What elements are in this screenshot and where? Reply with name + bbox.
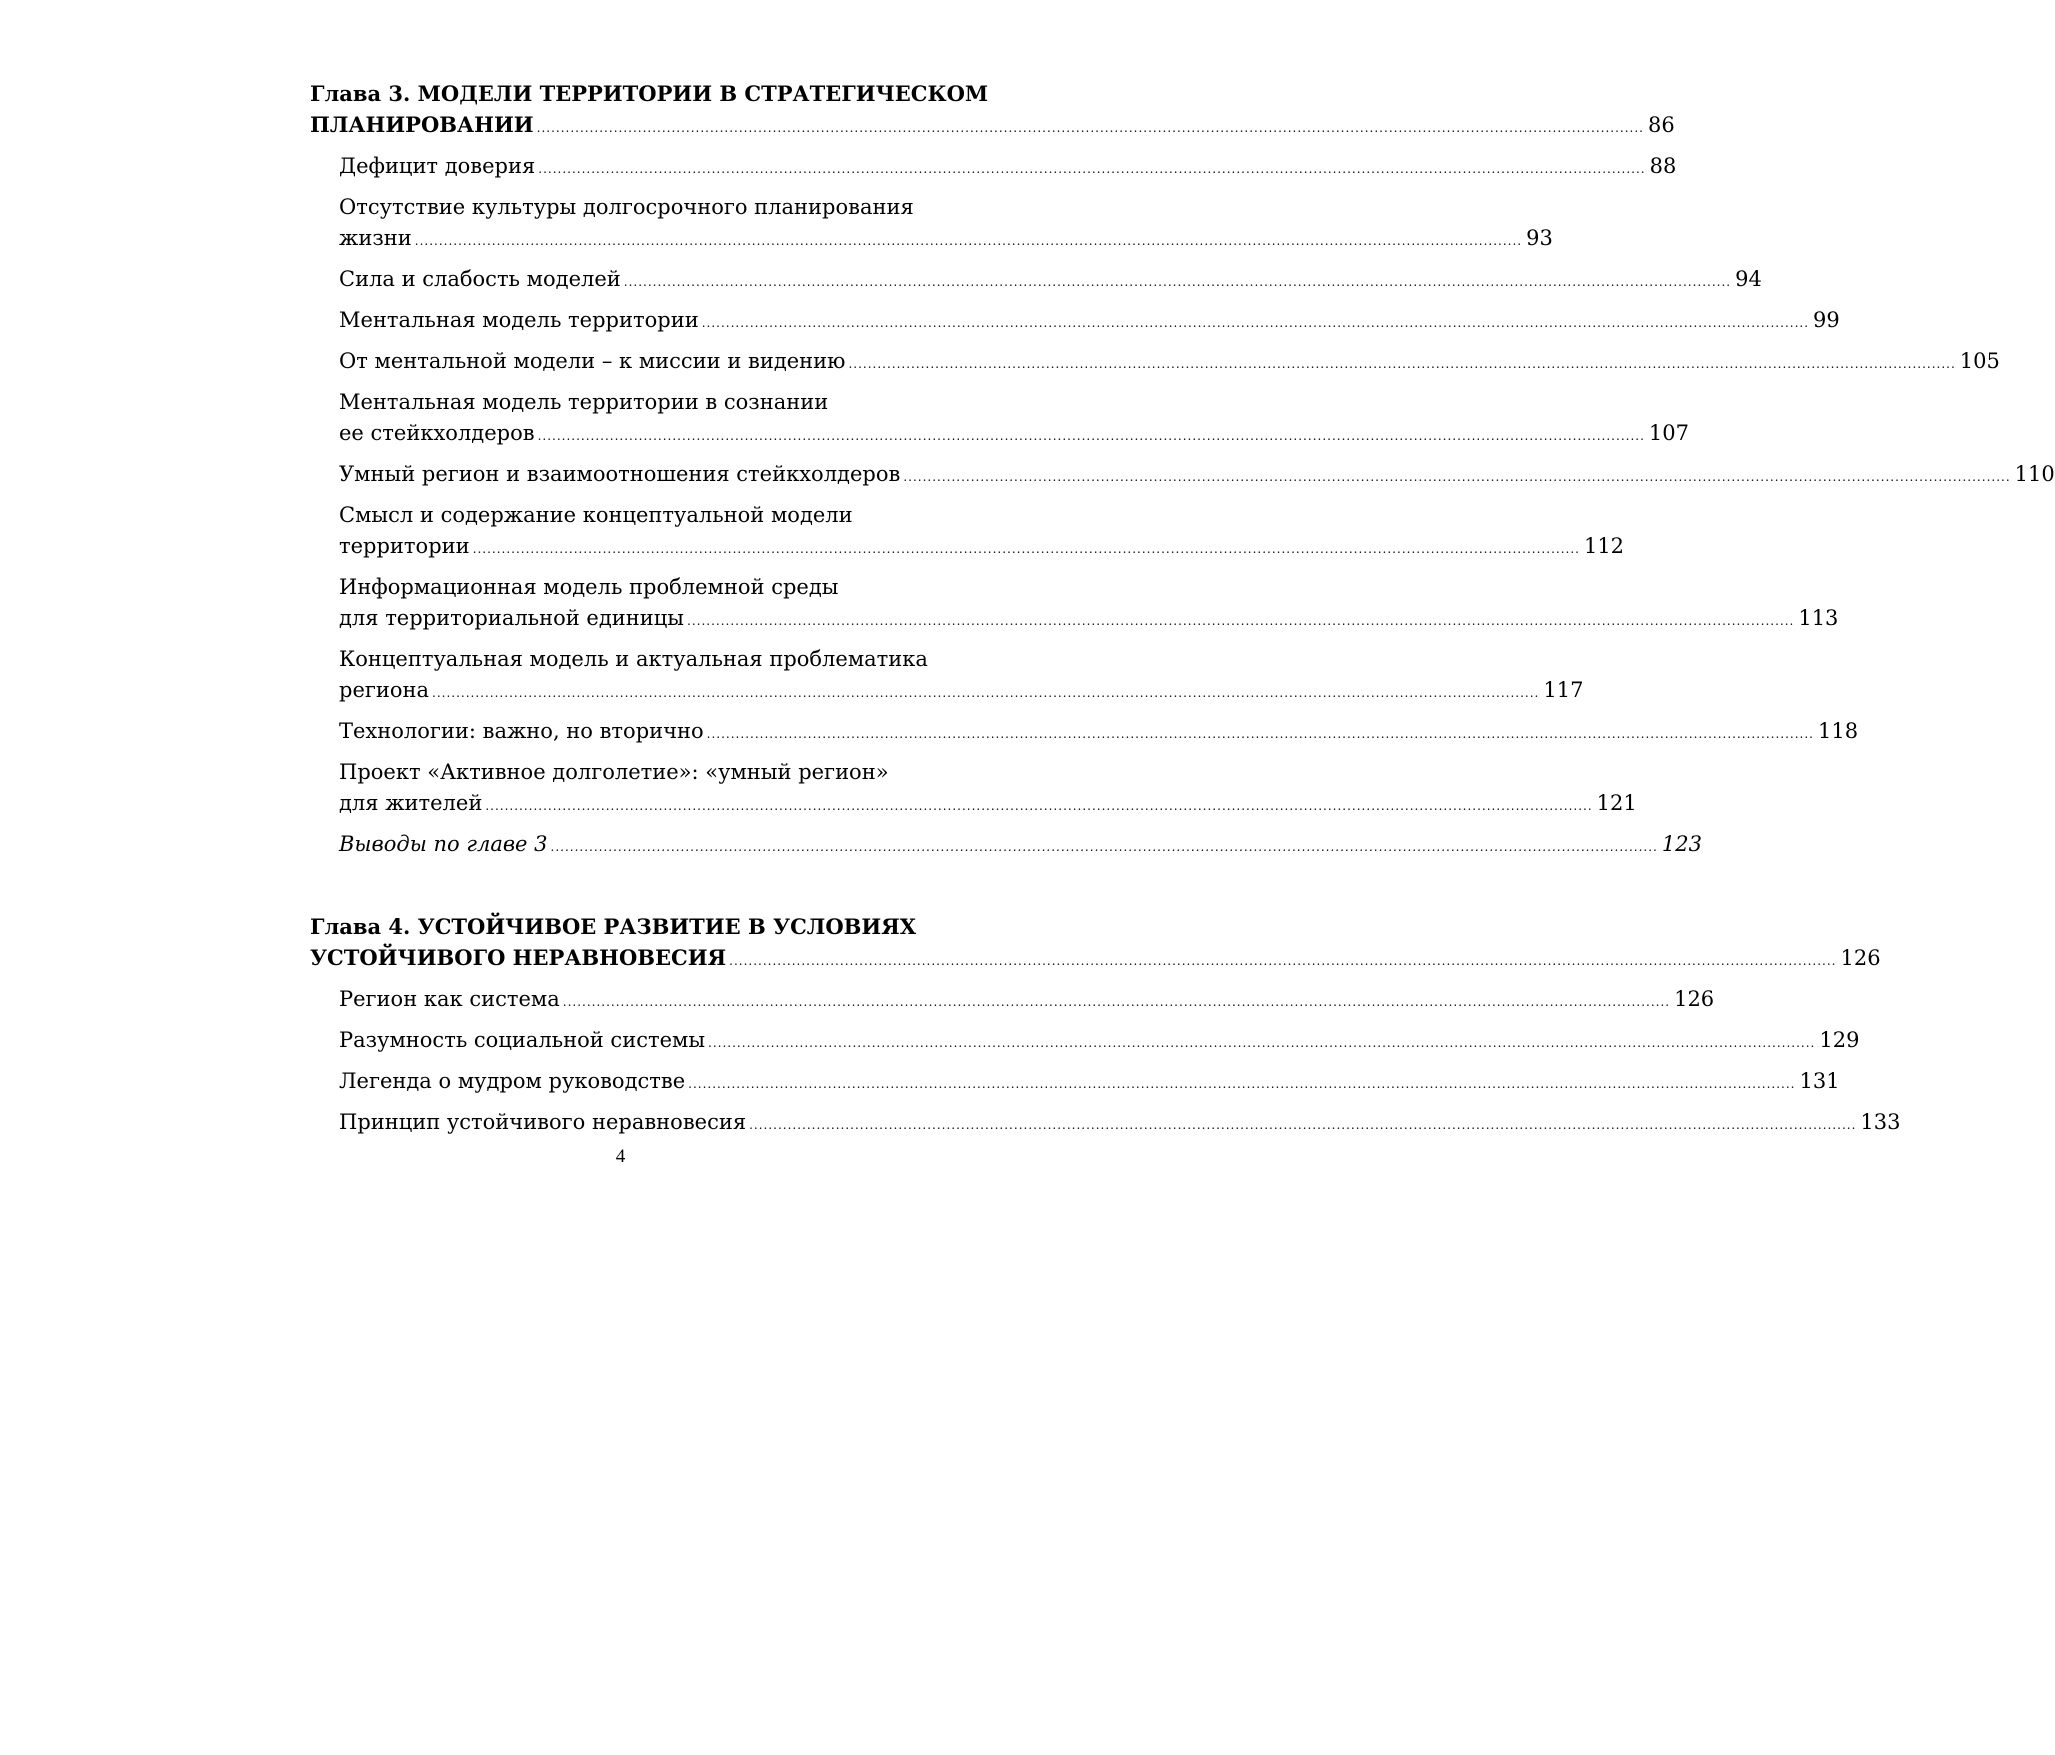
dot-leader <box>537 121 1644 135</box>
dot-leader <box>485 799 1592 813</box>
entry-leader-row <box>339 1066 1840 1100</box>
page-ref: 107 <box>1648 421 1689 445</box>
toc-entry[interactable] <box>339 346 2000 380</box>
entry-text-line: Сила и слабость моделей <box>339 267 621 291</box>
entry-text-line: Отсутствие культуры долгосрочного планирования <box>339 195 914 219</box>
page-ref: 94 <box>1735 267 1762 291</box>
toc-entry[interactable] <box>339 264 1762 298</box>
entry-text-line: Глава 4. УСТОЙЧИВОЕ РАЗВИТИЕ В УСЛОВИЯХ <box>310 914 917 939</box>
entry-leader-row <box>339 829 1702 863</box>
dot-leader <box>729 954 1836 968</box>
entry-text-line: Легенда о мудром руководстве <box>339 1069 686 1093</box>
toc-chapter <box>310 911 1901 1141</box>
page-ref: 88 <box>1649 154 1677 178</box>
page-ref: 123 <box>1661 832 1702 856</box>
entry-text-line: Дефицит доверия <box>339 154 536 178</box>
entry-leader-row <box>339 264 1762 298</box>
page-ref: 121 <box>1596 791 1637 815</box>
entry-text-line: для территориальной единицы <box>339 606 684 630</box>
toc-entry[interactable] <box>339 1025 1860 1059</box>
entry-leader-row <box>339 459 2055 493</box>
page-ref: 126 <box>1840 946 1881 970</box>
entry-text-line: Выводы по главе 3 <box>339 832 548 856</box>
dot-leader <box>848 357 1955 371</box>
entry-leader-row <box>339 151 1677 185</box>
entry-text-line: Концептуальная модель и актуальная проблематика <box>339 647 928 671</box>
toc-entry[interactable] <box>339 459 2055 493</box>
page-ref: 118 <box>1818 719 1859 743</box>
entry-leader-row <box>339 788 1637 822</box>
entry-text-line: Технологии: важно, но вторично <box>339 719 704 743</box>
page-ref: 110 <box>2014 462 2055 486</box>
page-ref: 93 <box>1526 226 1553 250</box>
page-ref: 99 <box>1813 308 1840 332</box>
toc-entry[interactable] <box>339 644 1584 709</box>
entry-text-line: Глава 3. МОДЕЛИ ТЕРРИТОРИИ В СТРАТЕГИЧЕСКОМ <box>310 81 989 106</box>
dot-leader <box>473 542 1580 556</box>
toc-entry[interactable] <box>339 500 1625 565</box>
entry-text-line: Информационная модель проблемной среды <box>339 575 839 599</box>
entry-leader-row <box>339 1025 1860 1059</box>
entry-leader-row <box>339 675 1584 709</box>
toc-chapter <box>310 78 2055 863</box>
dot-leader <box>687 614 1794 628</box>
page-number: 4 <box>615 1146 626 1167</box>
toc-entry[interactable] <box>339 716 1859 750</box>
toc-entry[interactable] <box>339 984 1715 1018</box>
entry-leader-row <box>339 223 1553 257</box>
toc-entry[interactable] <box>339 151 1677 185</box>
chapter-heading[interactable] <box>310 78 1675 144</box>
entry-text-line: жизни <box>339 226 412 250</box>
page-ref: 112 <box>1583 534 1625 558</box>
dot-leader <box>538 429 1645 443</box>
dot-leader <box>563 995 1670 1009</box>
page-ref: 86 <box>1647 113 1675 137</box>
entry-text-line: Умный регион и взаимоотношения стейкхолдеров <box>339 462 901 486</box>
entry-leader-row <box>339 716 1859 750</box>
entry-leader-row <box>339 418 1689 452</box>
entry-leader-row <box>310 942 1881 977</box>
chapter-heading[interactable] <box>310 911 1881 977</box>
toc-entry[interactable] <box>339 757 1637 822</box>
page-ref: 133 <box>1860 1110 1901 1134</box>
entry-text-line: Смысл и содержание концептуальной модели <box>339 503 853 527</box>
entry-leader-row <box>339 531 1625 565</box>
dot-leader <box>708 1036 1815 1050</box>
toc-entry[interactable] <box>339 829 1702 863</box>
dot-leader <box>903 470 2010 484</box>
table-of-contents <box>310 78 2055 1189</box>
page-ref: 105 <box>1959 349 2000 373</box>
toc-entry[interactable] <box>339 572 1839 637</box>
dot-leader <box>624 275 1731 289</box>
entry-leader-row <box>339 346 2000 380</box>
entry-leader-row <box>339 984 1715 1018</box>
page-ref: 129 <box>1819 1028 1860 1052</box>
dot-leader <box>702 316 1809 330</box>
dot-leader <box>707 727 1814 741</box>
entry-text-line: для жителей <box>339 791 483 815</box>
toc-entry[interactable] <box>339 1107 1901 1141</box>
page-ref: 113 <box>1798 606 1839 630</box>
page-ref: 131 <box>1799 1069 1840 1093</box>
entry-text-line: От ментальной модели – к миссии и видению <box>339 349 846 373</box>
toc-entry[interactable] <box>339 305 1840 339</box>
entry-text-line: Ментальная модель территории <box>339 308 699 332</box>
dot-leader <box>415 234 1522 248</box>
dot-leader <box>688 1077 1795 1091</box>
entry-text-line: ее стейкхолдеров <box>339 421 535 445</box>
entry-text-line: УСТОЙЧИВОГО НЕРАВНОВЕСИЯ <box>310 945 727 970</box>
toc-entry[interactable] <box>339 192 1553 257</box>
entry-text-line: Регион как система <box>339 987 560 1011</box>
page-ref: 117 <box>1543 678 1584 702</box>
entry-leader-row <box>310 109 1675 144</box>
toc-entry[interactable] <box>339 387 1689 452</box>
entry-text-line: Ментальная модель территории в сознании <box>339 390 829 414</box>
dot-leader <box>432 686 1539 700</box>
dot-leader <box>538 162 1645 176</box>
entry-leader-row <box>339 603 1839 637</box>
dot-leader <box>551 840 1658 854</box>
entry-leader-row <box>339 1107 1901 1141</box>
entry-text-line: региона <box>339 678 430 702</box>
entry-leader-row <box>339 305 1840 339</box>
entry-text-line: Разумность социальной системы <box>339 1028 706 1052</box>
entry-text-line: Проект «Активное долголетие»: «умный регион» <box>339 760 889 784</box>
entry-text-line: территории <box>339 534 470 558</box>
entry-text-line: ПЛАНИРОВАНИИ <box>310 112 534 137</box>
page-ref: 126 <box>1674 987 1715 1011</box>
entry-text-line: Принцип устойчивого неравновесия <box>339 1110 747 1134</box>
dot-leader <box>749 1118 1856 1132</box>
toc-entry[interactable] <box>339 1066 1840 1100</box>
